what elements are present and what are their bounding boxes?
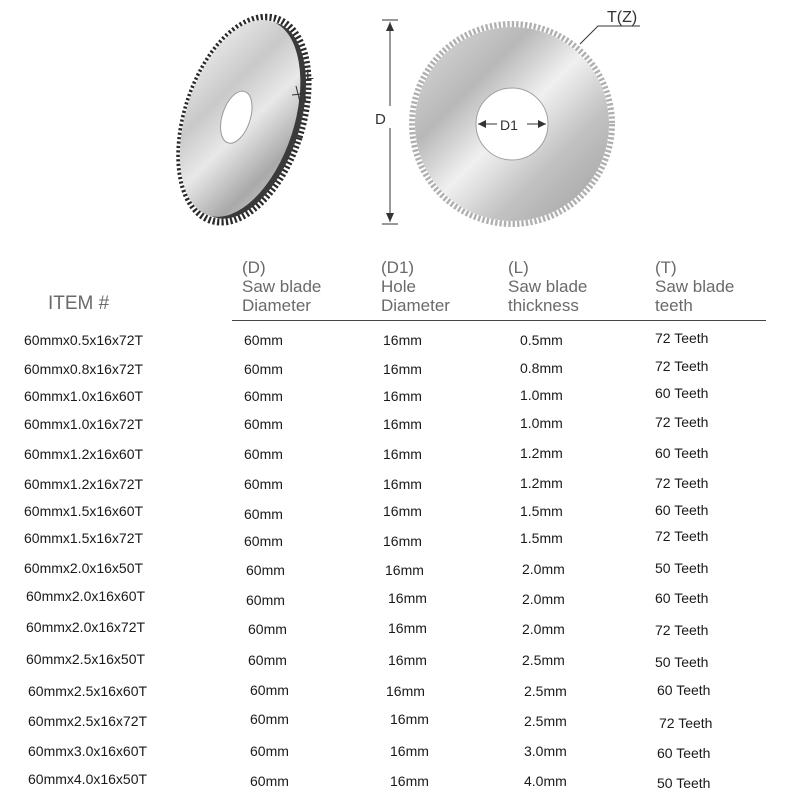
hole-cell: 16mm: [388, 652, 427, 668]
diameter-cell: 60mm: [244, 361, 283, 377]
label-tz: T(Z): [607, 9, 638, 26]
teeth-cell: 50 Teeth: [655, 560, 709, 576]
diameter-cell: 60mm: [244, 446, 283, 462]
label-d: D: [375, 111, 386, 128]
teeth-cell: 60 Teeth: [655, 590, 709, 606]
item-cell: 60mmx2.5x16x60T: [28, 683, 148, 699]
diameter-cell: 60mm: [244, 388, 283, 404]
hole-cell: 16mm: [383, 332, 422, 348]
header-teeth-code: (T): [655, 258, 677, 277]
hole-cell: 16mm: [386, 683, 425, 699]
hole-cell: 16mm: [388, 590, 427, 606]
thickness-cell: 1.5mm: [520, 503, 563, 519]
diameter-cell: 60mm: [248, 621, 287, 637]
hole-cell: 16mm: [383, 388, 422, 404]
teeth-cell: 72 Teeth: [655, 622, 709, 638]
diameter-cell: 60mm: [244, 332, 283, 348]
teeth-cell: 72 Teeth: [655, 414, 709, 430]
header-thickness-line1: Saw blade: [508, 277, 588, 296]
header-thickness-code: (L): [508, 258, 529, 277]
hole-cell: 16mm: [383, 533, 422, 549]
thickness-cell: 3.0mm: [524, 743, 567, 759]
hole-cell: 16mm: [390, 743, 429, 759]
header-hole-line2: Diameter: [381, 296, 450, 315]
item-cell: 60mmx1.2x16x72T: [24, 476, 144, 492]
item-cell: 60mmx2.0x16x60T: [26, 588, 146, 604]
header-teeth-line1: Saw blade: [655, 277, 735, 296]
thickness-cell: 1.5mm: [520, 530, 563, 546]
header-item: ITEM #: [48, 293, 110, 314]
thickness-cell: 2.0mm: [522, 591, 565, 607]
diameter-cell: 60mm: [250, 743, 289, 759]
hole-cell: 16mm: [390, 773, 429, 789]
teeth-cell: 72 Teeth: [655, 358, 709, 374]
item-cell: 60mmx2.0x16x72T: [26, 619, 146, 635]
hole-cell: 16mm: [383, 476, 422, 492]
teeth-cell: 72 Teeth: [659, 715, 713, 731]
diameter-cell: 60mm: [244, 476, 283, 492]
teeth-cell: 60 Teeth: [657, 682, 711, 698]
diameter-cell: 60mm: [244, 533, 283, 549]
item-cell: 60mmx2.5x16x50T: [26, 651, 146, 667]
item-cell: 60mmx1.0x16x72T: [24, 416, 144, 432]
thickness-cell: 2.0mm: [522, 621, 565, 637]
header-diameter-code: (D): [242, 258, 266, 277]
item-cell: 60mmx0.5x16x72T: [24, 332, 144, 348]
teeth-cell: 72 Teeth: [655, 528, 709, 544]
item-cell: 60mmx1.5x16x72T: [24, 530, 144, 546]
hole-cell: 16mm: [383, 416, 422, 432]
hole-cell: 16mm: [390, 711, 429, 727]
hole-cell: 16mm: [388, 620, 427, 636]
header-teeth-line2: teeth: [655, 296, 693, 315]
diameter-cell: 60mm: [250, 682, 289, 698]
teeth-cell: 60 Teeth: [655, 445, 709, 461]
hole-cell: 16mm: [385, 562, 424, 578]
teeth-cell: 60 Teeth: [655, 385, 709, 401]
hole-cell: 16mm: [383, 361, 422, 377]
diameter-cell: 60mm: [246, 592, 285, 608]
thickness-cell: 4.0mm: [524, 773, 567, 789]
item-cell: 60mmx3.0x16x60T: [28, 743, 148, 759]
thickness-cell: 0.8mm: [520, 360, 563, 376]
diameter-cell: 60mm: [250, 773, 289, 789]
teeth-cell: 60 Teeth: [657, 745, 711, 761]
item-cell: 60mmx4.0x16x50T: [28, 771, 148, 787]
thickness-cell: 1.2mm: [520, 445, 563, 461]
item-cell: 60mmx1.5x16x60T: [24, 503, 144, 519]
diameter-cell: 60mm: [244, 506, 283, 522]
diameter-cell: 60mm: [244, 416, 283, 432]
teeth-cell: 60 Teeth: [655, 502, 709, 518]
thickness-cell: 2.5mm: [524, 683, 567, 699]
header-thickness-line2: thickness: [508, 296, 579, 315]
teeth-cell: 50 Teeth: [655, 654, 709, 670]
thickness-cell: 0.5mm: [520, 332, 563, 348]
teeth-cell: 72 Teeth: [655, 475, 709, 491]
thickness-cell: 2.5mm: [524, 713, 567, 729]
diameter-cell: 60mm: [246, 562, 285, 578]
item-cell: 60mmx0.8x16x72T: [24, 361, 144, 377]
teeth-cell: 72 Teeth: [655, 330, 709, 346]
teeth-cell: 50 Teeth: [657, 775, 711, 791]
header-hole-line1: Hole: [381, 277, 416, 296]
diameter-cell: 60mm: [250, 711, 289, 727]
item-cell: 60mmx1.2x16x60T: [24, 446, 144, 462]
thickness-cell: 2.0mm: [522, 561, 565, 577]
header-diameter-line2: Diameter: [242, 296, 311, 315]
hole-cell: 16mm: [383, 503, 422, 519]
header-hole-code: (D1): [381, 258, 415, 277]
hole-cell: 16mm: [383, 446, 422, 462]
label-d1: D1: [500, 117, 518, 133]
diameter-cell: 60mm: [248, 652, 287, 668]
thickness-cell: 2.5mm: [522, 652, 565, 668]
thickness-cell: 1.2mm: [520, 475, 563, 491]
header-diameter-line1: Saw blade: [242, 277, 322, 296]
item-cell: 60mmx2.5x16x72T: [28, 713, 148, 729]
thickness-cell: 1.0mm: [520, 387, 563, 403]
item-cell: 60mmx2.0x16x50T: [24, 560, 144, 576]
thickness-cell: 1.0mm: [520, 415, 563, 431]
label-l: L: [306, 66, 314, 82]
item-cell: 60mmx1.0x16x60T: [24, 388, 144, 404]
